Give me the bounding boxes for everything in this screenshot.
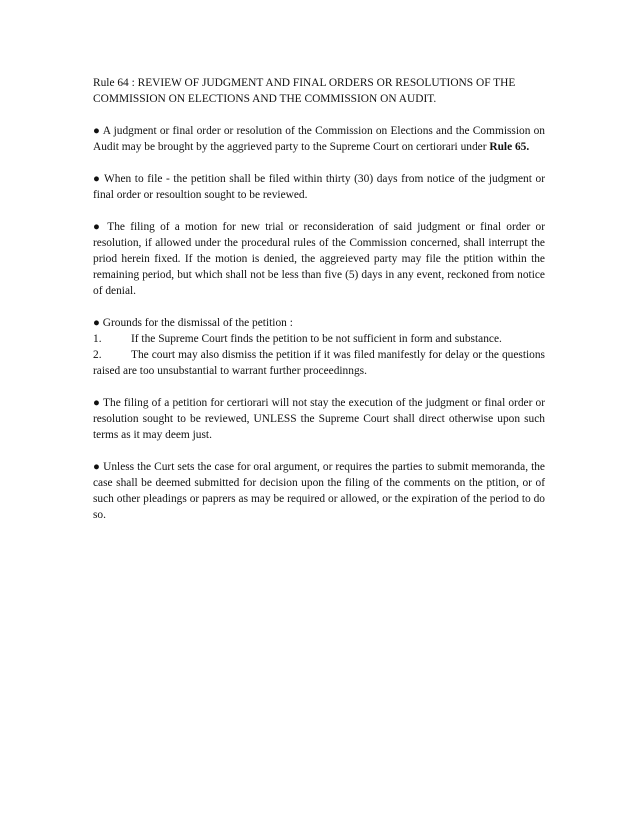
grounds-heading: ● Grounds for the dismissal of the petition : <box>93 317 293 329</box>
paragraph-no-stay: ● The filing of a petition for certiorari will not stay the execution of the judgment or final order or resolution sought to be reviewed, UNLESS the Supreme Court shall direct otherwise upon such terms as it may deem just. <box>93 397 545 441</box>
document-body <box>93 75 545 539</box>
rule-65-reference: Rule 65. <box>489 141 530 153</box>
paragraph-judgment <box>93 123 545 155</box>
grounds-item-number: 1. <box>93 333 102 345</box>
paragraph-judgment-text: ● A judgment or final order or resolution of the Commission on Elections and the Commission on Audit may be brought by the aggrieved party to the Supreme Court on certiorari under <box>93 125 545 153</box>
paragraph-motion-reconsideration: ● The filing of a motion for new trial or reconsideration of said judgment or final order or resolution, if allowed under the procedural rules of the Commission concerned, shall interrupt the priod herein fixed. If the motion is denied, the aggreieved party may file the ptition within the remaining period, but which shall not be less than five (5) days in any event, reckoned from notice of denial. <box>93 221 545 297</box>
grounds-item-1 <box>93 331 545 347</box>
paragraph-when-to-file: ● When to file - the petition shall be filed within thirty (30) days from notice of the judgment or final order or resoultion sought to be reviewed. <box>93 173 545 201</box>
grounds-item-text: The court may also dismiss the petition if it was filed manifestly for delay or the questions raised are too unsubstantial to warrant further proceedinngs. <box>93 349 545 377</box>
grounds-item-number: 2. <box>93 349 102 361</box>
paragraph-submission: ● Unless the Curt sets the case for oral argument, or requires the parties to submit memoranda, the case shall be deemed submitted for decision upon the filing of the comments on the ptition, or of such other pleadings or paprers as may be required or allowed, or the expiration of the period to do so. <box>93 461 545 521</box>
rule-title: Rule 64 : REVIEW OF JUDGMENT AND FINAL ORDERS OR RESOLUTIONS OF THE COMMISSION ON ELECTIONS AND THE COMMISSION ON AUDIT. <box>93 77 516 105</box>
grounds-item-text: If the Supreme Court finds the petition to be not sufficient in form and substance. <box>131 333 502 345</box>
grounds-section <box>93 315 545 379</box>
grounds-item-2 <box>93 347 545 379</box>
